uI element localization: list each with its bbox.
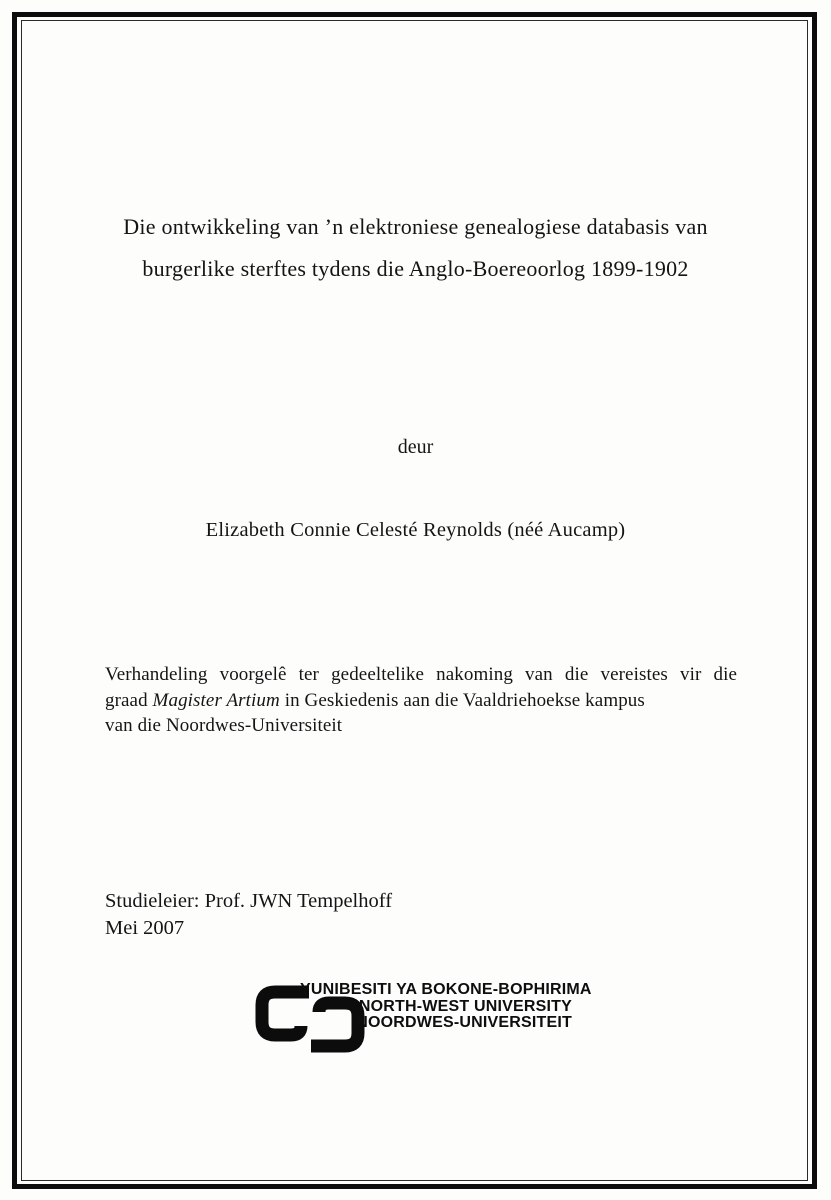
degree-statement-line2-pre: graad: [105, 689, 153, 711]
degree-statement-line3: van die Noordwes-Universiteit: [105, 715, 343, 736]
supervisor-block: [105, 888, 392, 942]
degree-statement-line2-post: in Geskiedenis aan die Vaaldriehoekse kampus: [279, 689, 645, 711]
degree-statement-line1: Verhandeling voorgelê ter gedeeltelike nakoming van die vereistes vir die: [105, 664, 737, 685]
thesis-title-line2: burgerlike sterftes tydens die Anglo-Boereoorlog 1899-1902: [142, 256, 689, 281]
university-logo: [254, 978, 592, 1062]
supervisor-line: Studieleier: Prof. JWN Tempelhoff: [105, 890, 393, 912]
degree-statement-line2: [105, 688, 737, 714]
thesis-title: [40, 206, 791, 290]
logo-text-setswana: YUNIBESITI YA BOKONE-BOPHIRIMA: [300, 981, 592, 998]
degree-statement: [105, 662, 737, 739]
logo-text-afrikaans: NOORDWES-UNIVERSITEIT: [356, 1014, 572, 1032]
byline-label: deur: [397, 436, 434, 458]
degree-name-italic: Magister Artium: [152, 689, 280, 711]
logo-text-english: NORTH-WEST UNIVERSITY: [358, 997, 572, 1015]
thesis-title-line1: Die ontwikkeling van ’n elektroniese genealogiese databasis van: [123, 214, 708, 239]
author-name: Elizabeth Connie Celesté Reynolds (néé Aucamp): [205, 519, 626, 541]
date-line: Mei 2007: [105, 917, 185, 939]
university-logo-text: [300, 981, 592, 1032]
